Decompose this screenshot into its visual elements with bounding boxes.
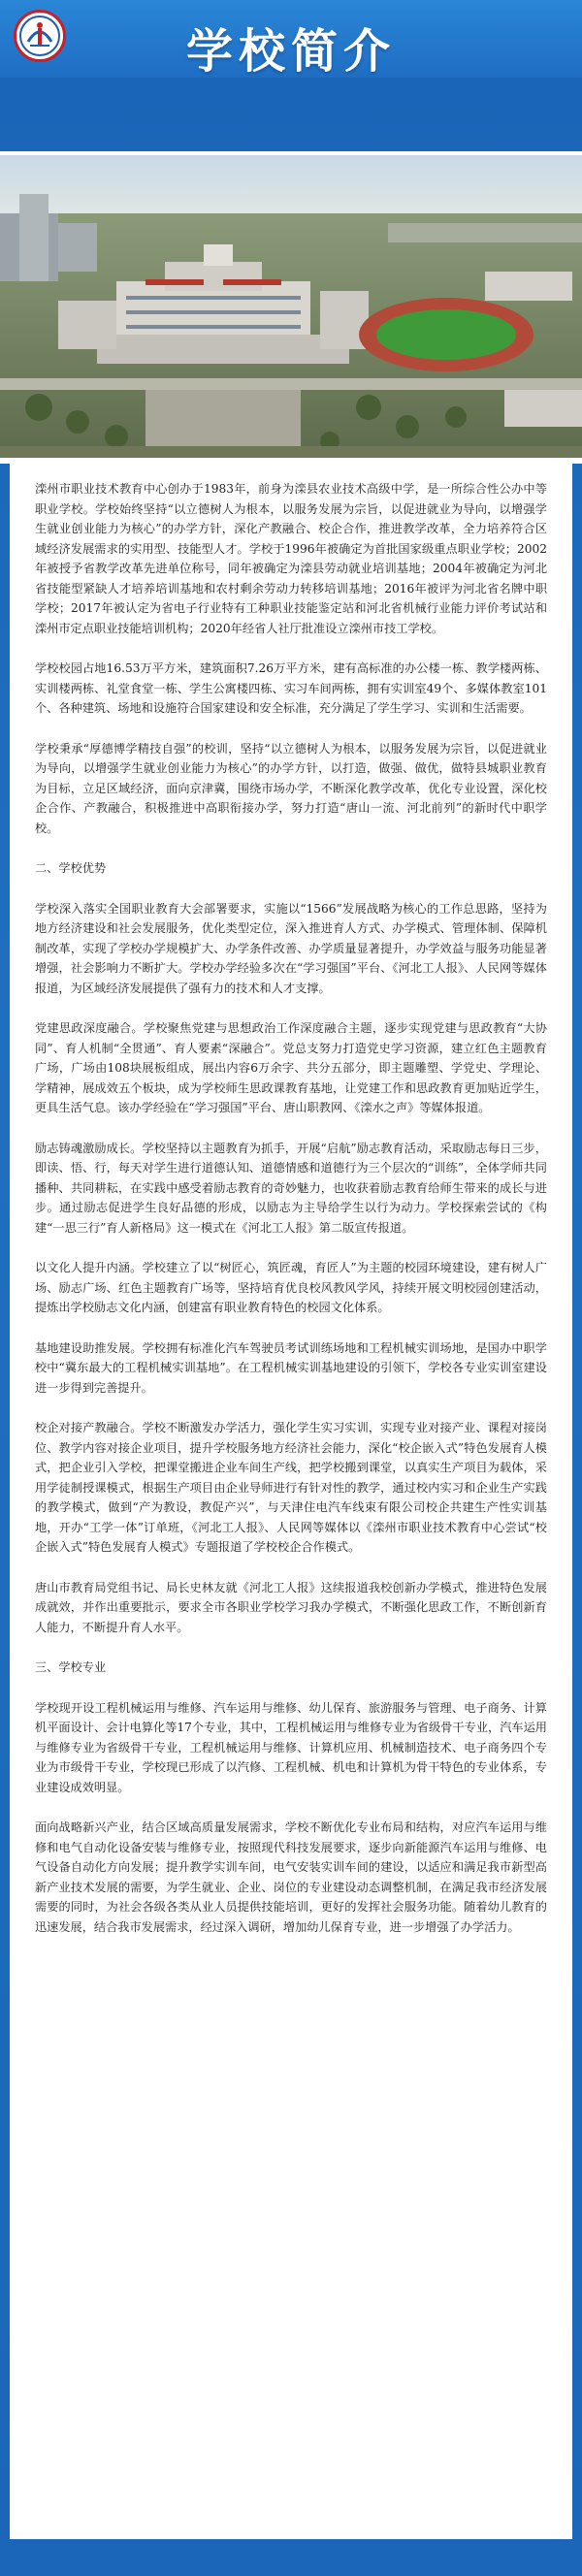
school-enterprise-paragraph: 校企对接产教融合。学校不断激发办学活力，强化学生实习实训，实现专业对接产业、课程对接岗位、教学内容对接企业项目，提升学校服务地方经济社会能力，深化“校企嵌入式”特色发展育人模式，把企业引入学校，把课堂搬进企业车间生产线，把学校搬到课堂，以真实生产项目为载体，采用学徒制授课模式，根据生产项目由企业导师进行有针对性的教学，通过校内实习和企业生产实践的教学模式，做到“产为教设，教促产兴”，与天津住电汽车线束有限公司校企共建生产性实训基地，开办“工学一体”订单班，《河北工人报》、人民网等媒体以《滦州市职业技术教育中心尝试“校企嵌入式”特色发展育人模式》专题报道了学校校企合作模式。 xyxy=(35,1421,547,1554)
section-heading-advantages: 二、学校优势 xyxy=(35,861,107,875)
footer-strip xyxy=(0,2543,582,2576)
section-heading-majors: 三、学校专业 xyxy=(35,1660,107,1674)
intro-paragraph: 滦州市职业技术教育中心创办于1983年，前身为滦县农业技术高级中学，是一所综合性公办中等职业学校。学校始终坚持“以立德树人为根本，以服务发展为宗旨，以促进就业为导向，以增强学生就业创业能力为核心”的办学方针，深化产教融合、校企合作，推进教学改革，全力培养符合区域经济发展需求的实用型、技能型人才。学校于1996年被确定为首批国家级重点职业学校；2002年被授予省教学改革先进单位称号，同年被确定为滦县劳动就业培训基地；2004年被确定为河北省技能型紧缺人才培养培训基地和农村剩余劳动力转移培训基地；2016年被评为河北省名牌中职学校；2017年被认定为省电子行业特有工种职业技能鉴定站和河北省机械行业能力评价考试站和滦州市定点职业技能培训机构；2020年经省人社厅批准设立滦州市技工学校。 xyxy=(35,482,547,635)
training-base-paragraph: 基地建设助推发展。学校拥有标准化汽车驾驶员考试训练场地和工程机械实训场地，是国办中职学校中“冀东最大的工程机械实训基地”。在工程机械实训基地建设的引领下，学校各专业实训室建设进一步得到完善提升。 xyxy=(35,1340,547,1395)
majors-paragraph: 学校现开设工程机械运用与维修、汽车运用与维修、幼儿保育、旅游服务与管理、电子商务、计算机平面设计、会计电算化等17个专业，其中，工程机械运用与维修专业为省级骨干专业，汽车运用与维修专业为省级骨干专业，工程机械运用与维修、计算机应用、机械制造技术、电子商务四个专业为市级骨干专业，学校现已形成了以汽修、工程机械、机电和计算机为骨干特色的专业体系，专业建设成效明显。 xyxy=(35,1700,547,1794)
page-title: 学校简介 xyxy=(185,24,396,79)
industry-paragraph: 面向战略新兴产业，结合区域高质量发展需求，学校不断优化专业布局和结构，对应汽车运用与维修和电气自动化设备安装与维修专业，按照现代科技发展要求，逐步向新能源汽车运用与维修、电气设备自动化方向发展；提升教学实训车间，电气安装实训车间的建设，以适应和满足我市新型高新产业技术发展的需要，为学生就业、企业、岗位的专业建设动态调整机制，在满足我市经济发展需要的同时，为社会各级各类从业人员提供技能培训，更好的发挥社会服务功能。随着幼儿教育的迅速发展，结合我市发展需求，经过深入调研，增加幼儿保育专业，进一步增强了办学活力。 xyxy=(35,1820,547,1934)
header-bar xyxy=(0,0,582,78)
inspiration-paragraph: 励志铸魂激励成长。学校坚持以主题教育为抓手，开展“启航”励志教育活动，采取励志每日三步，即读、悟、行，每天对学生进行道德认知、道德情感和道德行为三个层次的“训练”，全体学师共同播种、共同耕耘，在实践中感受着励志教育的奇妙魅力，也收获着励志教育给师生带来的成长与进步。通过励志促进学生良好品德的形成，以励志为主导给学生以行为动力。学校探索尝试的《构建“一思三行”育人新格局》这一模式在《河北工人报》第二版宣传报道。 xyxy=(35,1141,547,1235)
school-motto-paragraph: 学校秉承“厚德博学精技自强”的校训，坚持“以立德树人为根本，以服务发展为宗旨，以促进就业为导向，以增强学生就业创业能力为核心”的办学方针，以打造，做强、做优，做特县城职业教育为目标，立足区域经济，面向京津冀，围绕市场办学，不断深化教学改革，优化专业设置，深化校企合作、产教融合，积极推进中高职衔接办学，努力打造“唐山一流、河北前列”的新时代中职学校。 xyxy=(35,741,547,835)
bureau-comment-paragraph: 唐山市教育局党组书记、局长史林友就《河北工人报》这续报道我校创新办学模式，推进特色发展成就效，并作出重要批示，要求全市各职业学校学习我办学模式，不断强化思政工作，不断创新育人能力，不断提升育人水平。 xyxy=(35,1580,547,1634)
culture-paragraph: 以文化人提升内涵。学校建立了以“树匠心，筑匠魂，育匠人”为主题的校园环境建设，建有树人广场、励志广场、红色主题教育广场等，坚持培育优良校风教风学风，持续开展文明校园创建活动，提炼出学校励志文化内涵，创建富有职业教育特色的校园文化体系。 xyxy=(35,1261,547,1314)
campus-aerial-photo xyxy=(0,155,582,462)
advantages-paragraph: 学校深入落实全国职业教育大会部署要求，实施以“1566”发展战略为核心的工作总思路，坚持为地方经济建设和社会发展服务，优化类型定位，深入推进育人方式、办学模式、管理体制、保障机制改革，实现了学校办学规模扩大、办学条件改善、办学质量显著提升，办学效益与服务功能显著增强，社会影响力不断扩大。学校办学经验多次在“学习强国”平台、《河北工人报》、人民网等媒体报道，为区域经济发展提供了强有力的技术和人才支撑。 xyxy=(35,901,547,995)
article-body xyxy=(10,464,572,2539)
party-building-paragraph: 党建思政深度融合。学校聚焦党建与思想政治工作深度融合主题，逐步实现党建与思政教育“大协同”、育人机制“全贯通”、育人要素“深融合”。党总支努力打造党史学习资源，建立红色主题教育广场，广场由108块展板组成，展出内容6万余字、共分五部分，即主题雕塑、学党史、学理论、学精神，展成效五个板块，成为学校师生思政课教育基地，让党建工作和思政教育更加贴近学生，更具生活气息。该办学经验在“学习强国”平台、唐山职教网、《滦水之声》等媒体报道。 xyxy=(35,1021,547,1114)
campus-facts-paragraph: 学校校园占地16.53万平方米，建筑面积7.26万平方米，建有高标准的办公楼一栋、教学楼两栋、实训楼两栋、礼堂食堂一栋、学生公寓楼四栋、实习车间两栋，拥有实训室49个、多媒体教室101个、各种建筑、场地和设施符合国家建设和安全标准，充分满足了学生学习、实训和生活需要。 xyxy=(35,661,547,715)
